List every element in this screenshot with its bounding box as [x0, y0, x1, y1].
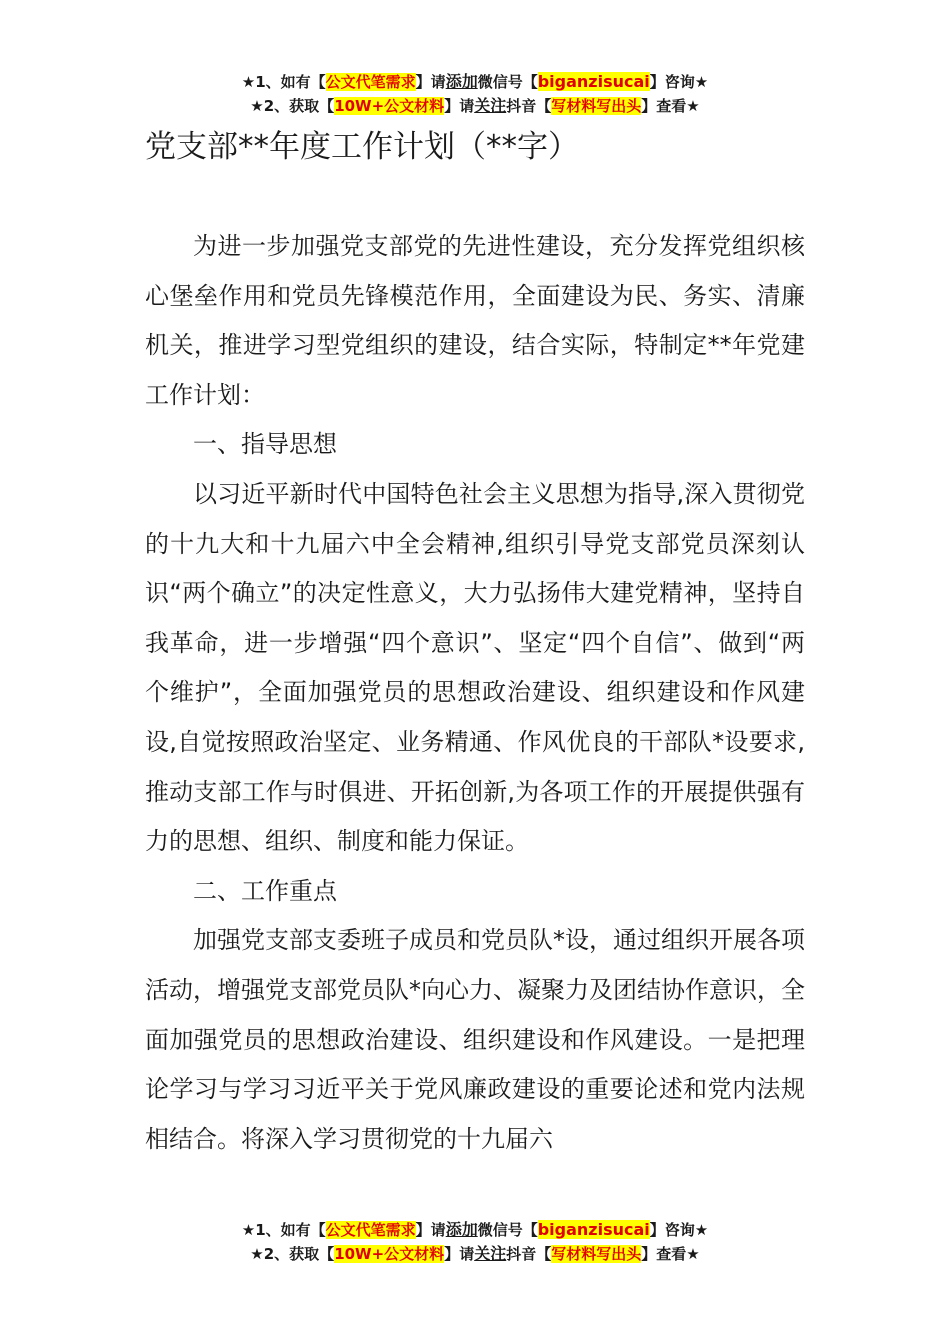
- promo-text: 】请: [415, 73, 446, 91]
- promo-highlight: 公文代笔需求: [325, 73, 416, 91]
- promo-line-1: [0, 1218, 950, 1242]
- promo-highlight: 10W+公文材料: [334, 1245, 445, 1263]
- promo-underline: 关注: [474, 96, 507, 115]
- promo-text: 抖音【: [506, 1245, 552, 1263]
- promo-text: 】查看★: [641, 1245, 700, 1263]
- promo-line-1: [0, 70, 950, 94]
- promo-underline: 添加: [445, 72, 478, 91]
- promo-text: 微信号【: [477, 73, 538, 91]
- promo-underline: 添加: [445, 1220, 478, 1239]
- body-paragraph: 加强党支部支委班子成员和党员队*设，通过组织开展各项活动，增强党支部党员队*向心力、凝聚力及团结协作意识，全面加强党员的思想政治建设、组织建设和作风建设。一是把理论学习与学习习近平关于党风廉政建设的重要论述和党内法规相结合。将深入学习贯彻党的十九届六: [145, 926, 805, 1153]
- promo-text: 抖音【: [506, 97, 552, 115]
- promo-line-2: [0, 94, 950, 118]
- promo-text: 】咨询★: [649, 1221, 709, 1239]
- promo-banner-bottom: [0, 1218, 950, 1266]
- promo-text: ★2、获取【: [250, 1245, 335, 1263]
- promo-underline: 关注: [474, 1244, 507, 1263]
- promo-text: 】咨询★: [649, 73, 709, 91]
- document-body: [145, 222, 805, 1164]
- promo-text: 】请: [415, 1221, 446, 1239]
- promo-wechat-id: biganzisucai: [537, 72, 650, 91]
- promo-douyin-id: 写材料写出头: [551, 1245, 642, 1263]
- promo-banner-top: [0, 70, 950, 118]
- body-paragraph: 以习近平新时代中国特色社会主义思想为指导,深入贯彻党的十九大和十九届六中全会精神,组织引导党支部党员深刻认识“两个确立”的决定性意义，大力弘扬伟大建党精神，坚持自我革命，进一步增强“四个意识”、坚定“四个自信”、做到“两个维护”，全面加强党员的思想政治建设、组织建设和作风建设,自觉按照政治坚定、业务精通、作风优良的干部队*设要求,推动支部工作与时俱进、开拓创新,为各项工作的开展提供强有力的思想、组织、制度和能力保证。: [145, 479, 805, 856]
- promo-text: ★1、如有【: [241, 73, 326, 91]
- promo-text: 】请: [444, 1245, 475, 1263]
- promo-highlight: 10W+公文材料: [334, 97, 445, 115]
- promo-text: 】请: [444, 97, 475, 115]
- promo-text: ★1、如有【: [241, 1221, 326, 1239]
- promo-text: 】查看★: [641, 97, 700, 115]
- promo-line-2: [0, 1242, 950, 1266]
- section-heading: 二、工作重点: [193, 876, 337, 905]
- promo-douyin-id: 写材料写出头: [551, 97, 642, 115]
- section-heading: 一、指导思想: [193, 430, 337, 459]
- promo-wechat-id: biganzisucai: [537, 1220, 650, 1239]
- promo-highlight: 公文代笔需求: [325, 1221, 416, 1239]
- document-title: 党支部**年度工作计划（**字）: [145, 129, 579, 165]
- intro-paragraph: 为进一步加强党支部党的先进性建设，充分发挥党组织核心堡垒作用和党员先锋模范作用，全面建设为民、务实、清廉机关，推进学习型党组织的建设，结合实际，特制定**年党建工作计划：: [145, 232, 805, 409]
- promo-text: ★2、获取【: [250, 97, 335, 115]
- promo-text: 微信号【: [477, 1221, 538, 1239]
